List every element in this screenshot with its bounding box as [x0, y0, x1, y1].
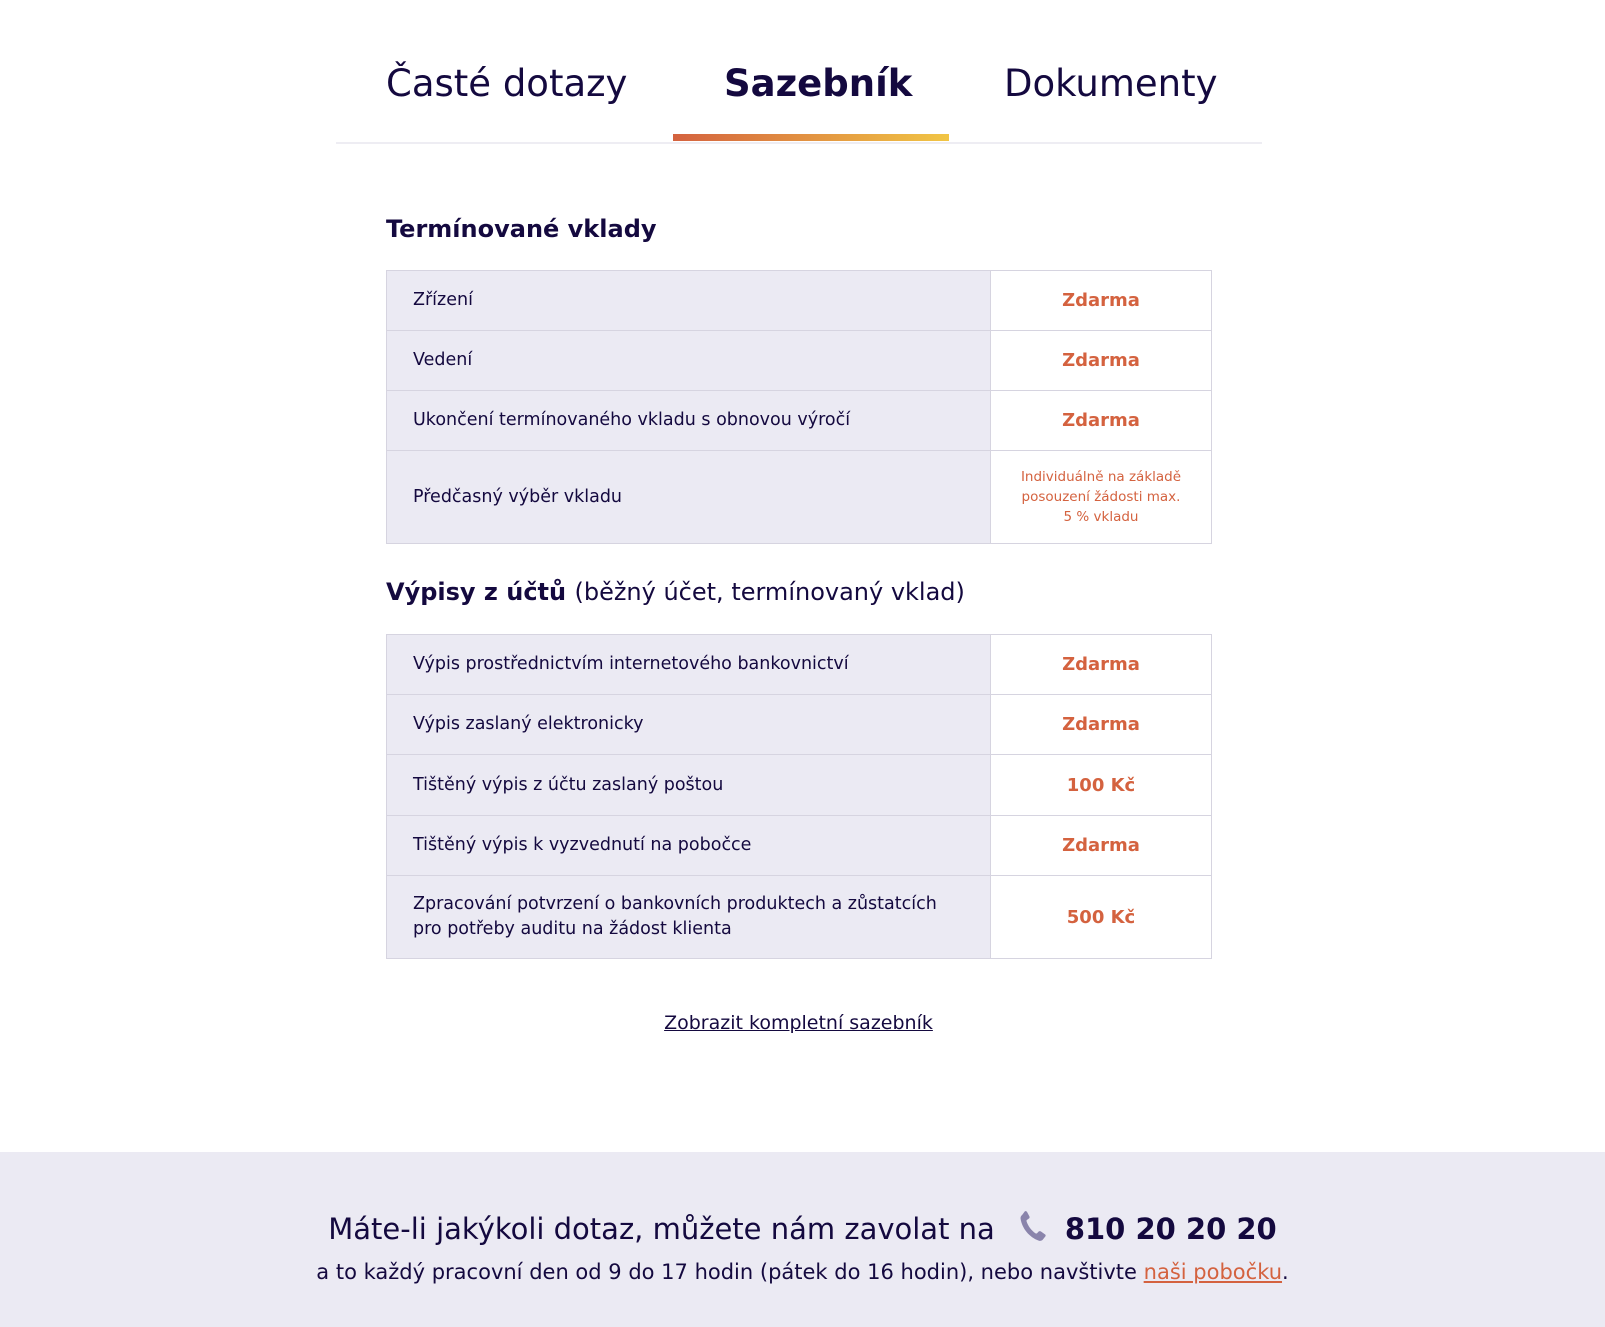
fees-table-term-deposits — [386, 270, 1212, 544]
fee-name: Zřízení — [387, 271, 991, 331]
tab-bar — [336, 0, 1262, 144]
table-row — [387, 635, 1212, 695]
tab-faq[interactable]: Časté dotazy — [386, 62, 628, 105]
fees-table-statements — [386, 634, 1212, 959]
fee-name: Předčasný výběr vkladu — [387, 451, 991, 544]
section-subtitle: (běžný účet, termínovaný vklad) — [574, 578, 965, 606]
contact-line — [0, 1207, 1605, 1246]
period: . — [1282, 1260, 1289, 1284]
section-title-term-deposits: Termínované vklady — [386, 215, 657, 243]
fee-price: Zdarma — [991, 635, 1212, 695]
full-pricelist-link-wrap — [0, 1012, 1597, 1034]
fee-price: Zdarma — [991, 391, 1212, 451]
hours-line — [0, 1260, 1605, 1284]
contact-text: Máte-li jakýkoli dotaz, můžete nám zavolat na — [328, 1212, 995, 1246]
table-row — [387, 271, 1212, 331]
full-pricelist-link[interactable]: Zobrazit kompletní sazebník — [664, 1012, 933, 1034]
fee-price: Zdarma — [991, 816, 1212, 876]
fee-price: 100 Kč — [991, 755, 1212, 816]
tab-documents[interactable]: Dokumenty — [1004, 62, 1218, 105]
table-row — [387, 331, 1212, 391]
table-row — [387, 391, 1212, 451]
fee-name: Zpracování potvrzení o bankovních produktech a zůstatcích pro potřeby auditu na žádost klienta — [387, 876, 991, 959]
active-tab-indicator — [673, 134, 949, 141]
section-title-statements: Výpisy z účtů (běžný účet, termínovaný vklad) — [386, 578, 965, 606]
fee-price: 500 Kč — [991, 876, 1212, 959]
phone-icon — [1015, 1207, 1051, 1245]
fee-name: Tištěný výpis k vyzvednutí na pobočce — [387, 816, 991, 876]
fee-name: Výpis zaslaný elektronicky — [387, 695, 991, 755]
fee-name: Tištěný výpis z účtu zaslaný poštou — [387, 755, 991, 816]
phone-number[interactable]: 810 20 20 20 — [1064, 1212, 1277, 1246]
fee-name: Vedení — [387, 331, 991, 391]
table-row — [387, 876, 1212, 959]
table-row — [387, 755, 1212, 816]
table-row — [387, 816, 1212, 876]
fee-name: Ukončení termínovaného vkladu s obnovou výročí — [387, 391, 991, 451]
branch-link[interactable]: naši pobočku — [1143, 1260, 1283, 1284]
tab-pricelist[interactable]: Sazebník — [724, 62, 913, 105]
fee-price: Zdarma — [991, 271, 1212, 331]
fee-price: Zdarma — [991, 695, 1212, 755]
hours-text: a to každý pracovní den od 9 do 17 hodin (pátek do 16 hodin), nebo navštivte — [316, 1260, 1137, 1284]
fee-price: Individuálně na základě posouzení žádosti max. 5 % vkladu — [991, 451, 1212, 544]
fee-name: Výpis prostřednictvím internetového bankovnictví — [387, 635, 991, 695]
fee-price: Zdarma — [991, 331, 1212, 391]
table-row — [387, 695, 1212, 755]
contact-footer — [0, 1152, 1605, 1327]
table-row — [387, 451, 1212, 544]
